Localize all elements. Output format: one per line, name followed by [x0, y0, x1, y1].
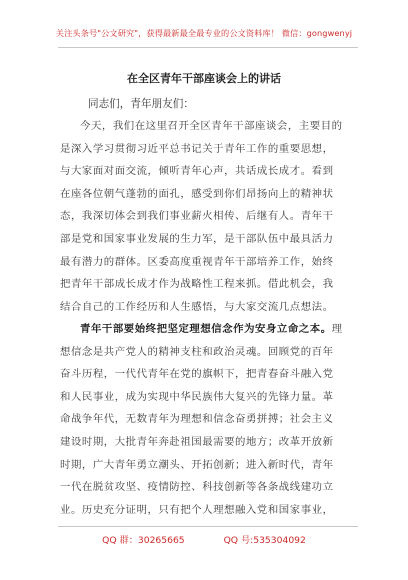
greeting: 同志们，青年朋友们： [88, 98, 194, 110]
paragraph-line: 一代在脱贫攻坚、疫情防控、科技创新等各条战线建功立 [60, 481, 334, 494]
paragraph-lead-sentence: 青年干部要始终把坚定理想信念作为安身立命之本。 [80, 323, 332, 335]
footer-divider [58, 526, 358, 527]
paragraph-line: 业。历史充分证明，只有把个人理想融入党和国家事业， [60, 503, 334, 516]
paragraph-line: 把青年干部成长成才作为战略性工程来抓。借此机会，我 [60, 278, 334, 291]
paragraph-line: 与大家面对面交流，倾听青年心声，共话成长成才。看到 [60, 165, 334, 178]
paragraph-line: 时期，广大青年勇立潮头、开拓创新；进入新时代，青年 [60, 458, 334, 471]
paragraph-2 [60, 318, 356, 521]
header-banner: 关注头条号"公文研究"，获得最新最全最专业的公文资料库！ 微信：gongwenyj [55, 28, 353, 38]
paragraph-line: 部是党和国家事业发展的生力军，是干部队伍中最具活力 [60, 232, 334, 245]
paragraph-line: 是深入学习贯彻习近平总书记关于青年工作的重要思想， [60, 142, 334, 155]
paragraph-lead-tail: 理 [331, 323, 343, 335]
paragraph-line: 和人民事业，成为实现中华民族伟大复兴的先锋力量。革 [60, 390, 334, 403]
paragraph-line: 建设时期，大批青年奔赴祖国最需要的地方；改革开放新 [60, 435, 334, 448]
document-title: 在全区青年干部座谈会上的讲话 [127, 72, 281, 85]
footer [0, 532, 408, 546]
paragraph-lead-line [60, 318, 356, 341]
paragraph-1 [60, 115, 356, 318]
paragraph-line: 态，我深切体会到我们事业薪火相传、后继有人。青年干 [60, 210, 334, 223]
footer-qq-number: QQ 号:535304092 [223, 535, 306, 546]
paragraph-line: 在座各位朝气蓬勃的面孔，感受到你们昂扬向上的精神状 [60, 187, 334, 200]
paragraph-line: 命战争年代，无数青年为理想和信念奋勇拼搏；社会主义 [60, 413, 334, 426]
header-divider [58, 47, 358, 48]
footer-qq-group: QQ 群：30265665 [102, 535, 185, 546]
paragraph-line: 今天，我们在这里召开全区青年干部座谈会，主要目的 [80, 120, 343, 132]
paragraph-line: 结合自己的工作经历和人生感悟，与大家交流几点想法。 [60, 300, 334, 313]
paragraph-line: 想信念是共产党人的精神支柱和政治灵魂。回顾党的百年 [60, 345, 334, 358]
paragraph-line: 最有潜力的群体。区委高度重视青年干部培养工作，始终 [60, 255, 334, 268]
paragraph-line: 奋斗历程，一代代青年在党的旗帜下，把青春奋斗融入党 [60, 368, 334, 381]
